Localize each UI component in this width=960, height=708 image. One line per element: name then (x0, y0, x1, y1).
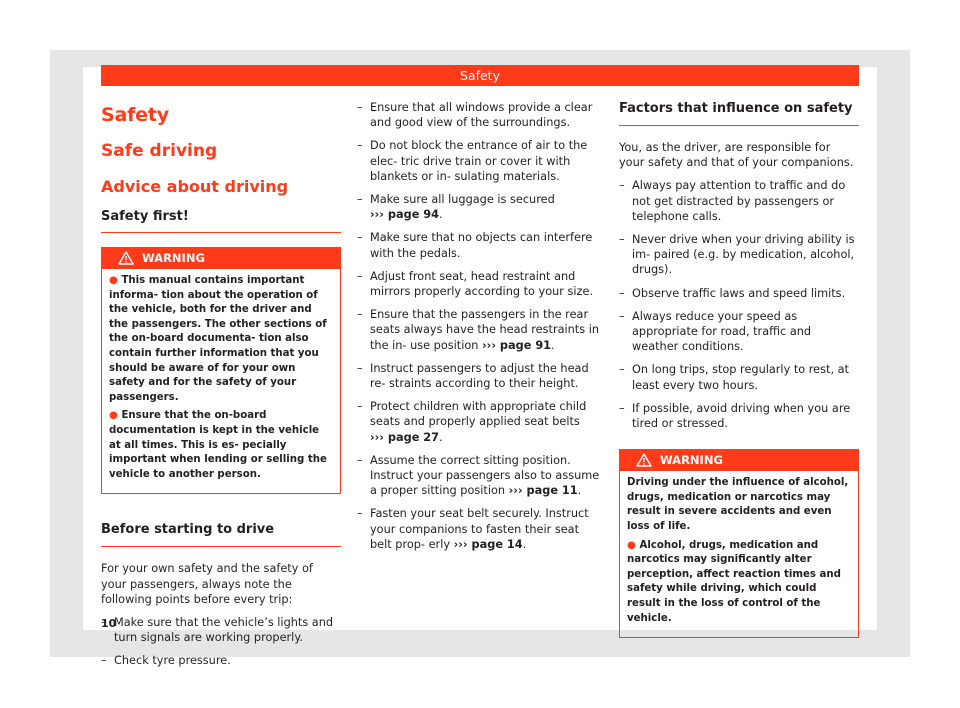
section-title-factors: Factors that influence on safety (619, 100, 859, 126)
list-item: – Check tyre pressure. (101, 653, 341, 668)
warning-triangle-icon (636, 453, 652, 467)
list-item: – Do not block the entrance of air to the elec- tric drive train or cover it with blankets or in- sulating materials. (357, 138, 602, 184)
intro-paragraph: For your own safety and the safety of your passengers, always note the following points before every trip: (101, 562, 313, 606)
section-header-bar: Safety (101, 65, 859, 86)
chapter-title: Safety (101, 104, 169, 126)
intro-paragraph: You, as the driver, are responsible for your safety and that of your companions. (619, 141, 854, 170)
section-title-before-driving: Before starting to drive (101, 521, 341, 547)
page-reference-link[interactable]: ››› page 91 (482, 338, 552, 352)
list-item: – Protect children with appropriate child seats and properly applied seat belts ››› page 27. (357, 399, 602, 445)
page-reference-link[interactable]: ››› page 27 (370, 430, 440, 444)
list-item: – Make sure all luggage is secured ››› page 94. (357, 192, 602, 222)
page-reference-link[interactable]: ››› page 14 (453, 537, 523, 551)
warning-item: ● This manual contains important informa- tion about the operation of the vehicle, both for the driver and the passengers. The other sections of the on-board documenta- tion also contain further information that you should be aware of for your own safety and for the safety of your passengers. (109, 275, 327, 403)
list-item: – Assume the correct sitting position. Instruct your passengers also to assume a proper sitting position ››› page 11. (357, 453, 602, 499)
warning-triangle-icon (118, 251, 134, 265)
page-reference-link[interactable]: ››› page 94 (370, 208, 440, 222)
list-item: – Observe traffic laws and speed limits. (619, 286, 859, 301)
warning-item: ● Ensure that the on-board documentation is kept in the vehicle at all times. This is es- pecially important when lending or selling the vehicle to another person. (109, 410, 327, 480)
bullet-dot-icon: ● (109, 275, 118, 286)
list-item: – Make sure that no objects can interfere with the pedals. (357, 230, 602, 260)
list-item: – Never drive when your driving ability is im- paired (e.g. by medication, alcohol, drugs). (619, 232, 859, 278)
list-item: – If possible, avoid driving when you are tired or stressed. (619, 401, 859, 431)
bullet-dot-icon: ● (109, 410, 118, 422)
page-reference-link[interactable]: ››› page 11 (508, 484, 578, 498)
warning-item: ● Alcohol, drugs, medication and narcotics may significantly alter perception, affect reaction times and safety while driving, which could result in the loss of control of the vehicle. (627, 539, 841, 624)
warning-box (101, 247, 341, 494)
column-middle (357, 100, 602, 560)
list-item: – On long trips, stop regularly to rest, at least every two hours. (619, 362, 859, 392)
warning-header (102, 248, 340, 269)
warning-header (620, 450, 858, 471)
list-item: – Fasten your seat belt securely. Instruct your companions to fasten their seat belt prop- erly ››› page 14. (357, 506, 602, 552)
column-right (619, 100, 859, 638)
topic-title: Advice about driving (101, 177, 289, 196)
checklist (101, 615, 341, 669)
list-item: – Adjust front seat, head restraint and mirrors properly according to your size. (357, 269, 602, 299)
bullet-dot-icon: ● (627, 539, 636, 551)
list-item: – Ensure that the passengers in the rear seats always have the head restraints in the in- use position ››› page 91. (357, 307, 602, 353)
list-item: – Always reduce your speed as appropriate for road, traffic and weather conditions. (619, 309, 859, 355)
list-item: – Instruct passengers to adjust the head re- straints according to their height. (357, 361, 602, 391)
column-left (101, 103, 341, 677)
list-item: – Ensure that all windows provide a clear and good view of the surroundings. (357, 100, 602, 130)
warning-box (619, 449, 859, 638)
warning-label: WARNING (142, 251, 205, 265)
warning-body (102, 269, 340, 493)
warning-label: WARNING (660, 453, 723, 468)
section-title-safety-first: Safety first! (101, 208, 341, 233)
list-item: – Always pay attention to traffic and do not get distracted by passengers or telephone calls. (619, 178, 859, 224)
chapter-subtitle: Safe driving (101, 141, 218, 161)
warning-lead: Driving under the influence of alcohol, drugs, medication or narcotics may result in severe accidents and even loss of life. (627, 477, 849, 533)
checklist-continued (357, 100, 602, 552)
safety-list (619, 178, 859, 431)
list-item: – Make sure that the vehicle’s lights and turn signals are working properly. (101, 615, 341, 645)
warning-body (620, 471, 858, 637)
page-number: 10 (101, 617, 117, 630)
